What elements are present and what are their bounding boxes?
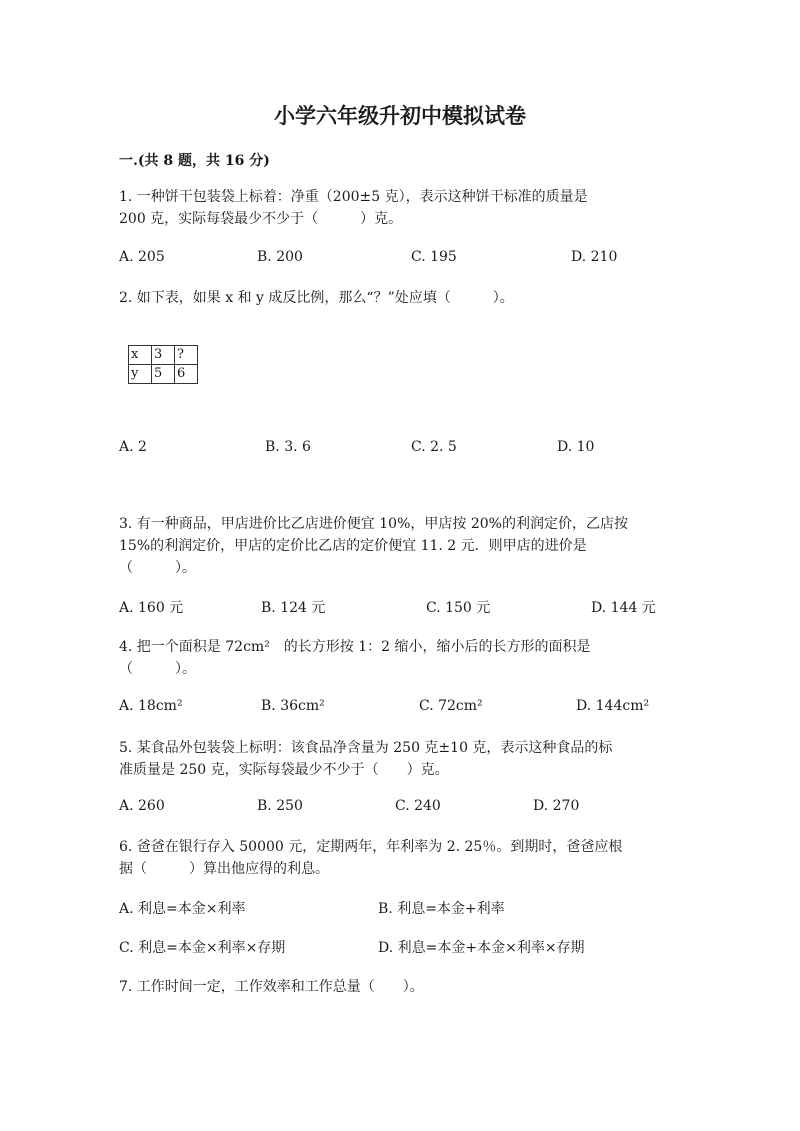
question-1 [119, 186, 588, 230]
exam-title: 小学六年级升初中模拟试卷 [274, 104, 526, 128]
option-b[interactable]: B. 3. 6 [265, 439, 311, 455]
xy-table [128, 345, 198, 384]
table-cell: y [129, 365, 152, 384]
question-4 [119, 636, 591, 680]
question-line: 6. 爸爸在银行存入 50000 元，定期两年，年利率为 2. 25％。到期时，爸爸应根 [119, 839, 623, 855]
question-line: （ ）。 [119, 661, 196, 677]
option-d[interactable]: D. 利息=本金+本金×利率×存期 [378, 940, 585, 956]
option-c[interactable]: C. 利息=本金×利率×存期 [119, 940, 286, 956]
question-line: （ ）。 [119, 560, 196, 576]
question-2 [119, 287, 514, 309]
question-line: 4. 把一个面积是 72cm² 的长方形按 1：2 缩小，缩小后的长方形的面积是 [119, 639, 591, 655]
question-line: 5. 某食品外包装袋上标明：该食品净含量为 250 克±10 克，表示这种食品的标 [119, 740, 613, 756]
question-3 [119, 513, 628, 579]
question-line: 2. 如下表，如果 x 和 y 成反比例，那么“？”处应填（ ）。 [119, 290, 514, 306]
question-line: 准质量是 250 克，实际每袋最少不少于（ ）克。 [119, 762, 449, 778]
table-cell: x [129, 346, 152, 365]
table-cell: 3 [152, 346, 175, 365]
option-d[interactable]: D. 144 元 [591, 600, 656, 616]
table-cell: 6 [175, 365, 198, 384]
option-d[interactable]: D. 144cm² [576, 698, 650, 714]
option-a[interactable]: A. 205 [119, 249, 165, 265]
option-a[interactable]: A. 利息=本金×利率 [119, 901, 246, 917]
question-line: 200 克，实际每袋最少不少于（ ）克。 [119, 211, 403, 227]
question-6 [119, 836, 622, 880]
option-c[interactable]: C. 150 元 [426, 600, 491, 616]
question-line: 15%的利润定价，甲店的定价比乙店的定价便宜 11. 2 元．则甲店的进价是 [119, 538, 587, 554]
table-row [129, 346, 198, 365]
option-a[interactable]: A. 18cm² [119, 698, 183, 714]
table-row [129, 365, 198, 384]
option-c[interactable]: C. 72cm² [419, 698, 483, 714]
question-5 [119, 737, 612, 781]
question-line: 3. 有一种商品，甲店进价比乙店进价便宜 10%，甲店按 20%的利润定价，乙店按 [119, 516, 628, 532]
question-line: 据（ ）算出他应得的利息。 [119, 861, 329, 877]
section-header: 一.(共 8 题，共 16 分) [119, 153, 270, 169]
option-d[interactable]: D. 210 [571, 249, 618, 265]
question-line: 7. 工作时间一定，工作效率和工作总量（ ）。 [119, 979, 424, 995]
option-d[interactable]: D. 270 [533, 798, 580, 814]
option-c[interactable]: C. 195 [411, 249, 457, 265]
question-line: 1. 一种饼干包装袋上标着：净重（200±5 克），表示这种饼干标准的质量是 [119, 189, 588, 205]
option-c[interactable]: C. 240 [395, 798, 441, 814]
option-a[interactable]: A. 260 [119, 798, 165, 814]
option-b[interactable]: B. 200 [257, 249, 303, 265]
option-b[interactable]: B. 利息=本金+利率 [378, 901, 505, 917]
option-a[interactable]: A. 2 [119, 439, 147, 455]
option-d[interactable]: D. 10 [557, 439, 595, 455]
option-b[interactable]: B. 36cm² [261, 698, 325, 714]
option-b[interactable]: B. 250 [257, 798, 303, 814]
option-a[interactable]: A. 160 元 [119, 600, 184, 616]
option-b[interactable]: B. 124 元 [261, 600, 326, 616]
question-7 [119, 976, 424, 998]
table-cell: 5 [152, 365, 175, 384]
option-c[interactable]: C. 2. 5 [411, 439, 457, 455]
table-cell: ? [175, 346, 198, 365]
